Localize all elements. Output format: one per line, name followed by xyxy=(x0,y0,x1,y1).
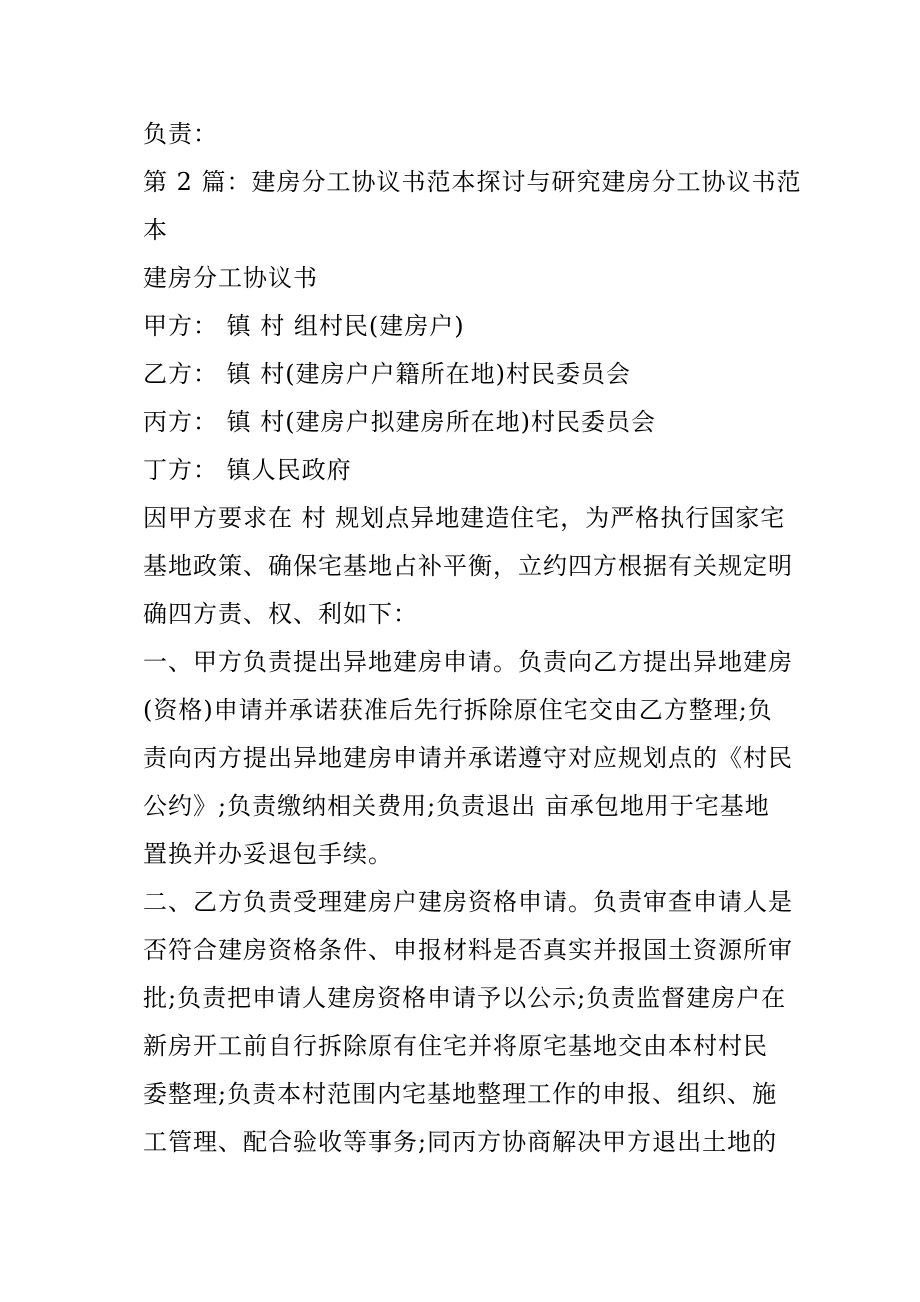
document-body xyxy=(143,110,802,1166)
document-title: 建房分工协议书 xyxy=(143,264,318,292)
paragraph-line: 否符合建房资格条件、申报材料是否真实并报国土资源所审 xyxy=(143,936,793,964)
paragraph-line: 二、乙方负责受理建房户建房资格申请。负责审查申请人是 xyxy=(143,888,793,916)
paragraph-line: 责向丙方提出异地建房申请并承诺遵守对应规划点的《村民 xyxy=(143,744,793,772)
party-b-line: 乙方： 镇 村(建房户户籍所在地)村民委员会 xyxy=(143,360,631,388)
paragraph-line: 基地政策、确保宅基地占补平衡，立约四方根据有关规定明 xyxy=(143,552,793,580)
paragraph-line: 置换并办妥退包手续。 xyxy=(143,840,393,868)
party-c-line: 丙方： 镇 村(建房户拟建房所在地)村民委员会 xyxy=(143,408,656,436)
section-heading-line: 本 xyxy=(143,216,168,244)
paragraph-line: 新房开工前自行拆除原有住宅并将原宅基地交由本村村民 xyxy=(143,1032,768,1060)
paragraph-line: (资格)申请并承诺获准后先行拆除原住宅交由乙方整理;负 xyxy=(143,696,773,724)
party-a-line: 甲方： 镇 村 组村民(建房户) xyxy=(143,312,465,340)
paragraph-line: 确四方责、权、利如下： xyxy=(143,600,418,628)
party-d-line: 丁方： 镇人民政府 xyxy=(143,456,352,484)
paragraph-line: 公约》;负责缴纳相关费用;负责退出 亩承包地用于宅基地 xyxy=(143,792,770,820)
paragraph-line: 委整理;负责本村范围内宅基地整理工作的申报、组织、施 xyxy=(143,1080,778,1108)
text-line: 负责： xyxy=(143,120,218,148)
paragraph-line: 因甲方要求在 村 规划点异地建造住宅，为严格执行国家宅 xyxy=(143,504,786,532)
paragraph-line: 批;负责把申请人建房资格申请予以公示;负责监督建房户在 xyxy=(143,984,787,1012)
paragraph-line: 一、甲方负责提出异地建房申请。负责向乙方提出异地建房 xyxy=(143,648,793,676)
paragraph-line: 工管理、配合验收等事务;同丙方协商解决甲方退出土地的 xyxy=(143,1128,778,1156)
section-heading-line: 第 2 篇：建房分工协议书范本探讨与研究建房分工协议书范 xyxy=(143,168,802,196)
